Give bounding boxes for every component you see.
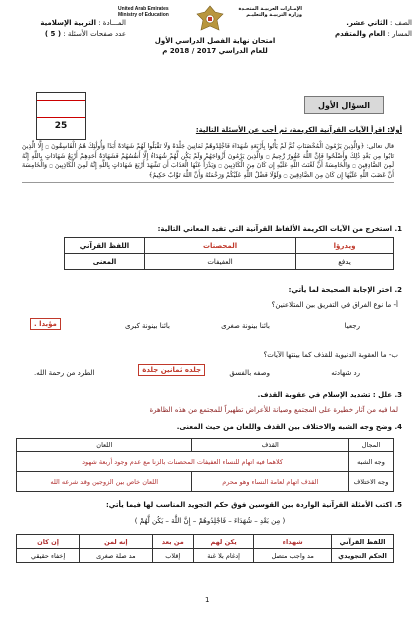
col-head: المجال	[349, 439, 394, 452]
q1-3-text: 3. علل : تشديد الإسلام في عقوبة القذف.	[257, 391, 402, 399]
q1-2-text: 2. اختر الإجابة الصحيحة لما يأتي:	[288, 286, 402, 294]
ministry-name-ar: الإمـارات العربيـة المتحـدة وزارة التربيـة والتعليـم	[238, 6, 302, 18]
word-cell: إنه لمن	[80, 535, 153, 549]
meaning-cell: يدفع	[296, 254, 394, 270]
option: رجعيا	[344, 322, 360, 330]
option: بائنا بينونة كبرى	[124, 322, 170, 330]
option: رد شهادته	[331, 369, 360, 377]
word-cell: من بعد	[152, 535, 193, 549]
selected-option: مؤبدا .	[30, 318, 61, 330]
q1-5-examples: ( مِن بَعْدِ – شُهَدَاءَ – فَاجْلِدُوهُمْ – إِنَّ اللَّهَ – يَكُن لَّهُمْ )	[134, 517, 286, 525]
word-cell: يكن لهم	[193, 535, 253, 549]
row-label: وجه الشبه	[349, 452, 394, 472]
q1-4-table	[16, 438, 394, 492]
header-info-left	[6, 18, 126, 40]
option: الطرد من رحمة الله.	[34, 369, 95, 377]
rule-cell: إدغام بلا غنة	[193, 549, 253, 563]
rule-cell: إقلاب	[152, 549, 193, 563]
q1-3-answer: لما فيه من آثار خطيرة على المجتمع وصيانة للأعراض تطهيراً للمجتمع من هذه الظاهرة	[149, 406, 398, 414]
col-head: اللعان	[17, 439, 192, 452]
answer-cell: المحصنات	[145, 238, 296, 254]
difference-qadhf: القذف اتهام لعامة النساء وهو محرم	[192, 472, 349, 492]
subject-value: التربية الإسلامية	[40, 19, 96, 27]
row-label: وجه الاختلاف	[349, 472, 394, 492]
row-label: اللفظ القرآني	[65, 238, 145, 254]
class-label: الصف :	[390, 19, 412, 27]
track-label: المسار :	[387, 30, 412, 38]
pages-value: ( 5 )	[44, 30, 62, 38]
meaning-cell: العفيفات	[145, 254, 296, 270]
row-label: اللفظ القرآني	[332, 535, 394, 549]
q1-5-table	[16, 534, 394, 563]
word-cell: إن كان	[17, 535, 80, 549]
q1-instruction: أولا: اقرأ الآيات القرآنية الكريمة، ثم أجب عن الأسئلة التالية:	[195, 126, 402, 134]
option: بائنا بينونة صغرى	[221, 322, 270, 330]
row-label: الحكم التجويدي	[332, 549, 394, 563]
rule-cell: مد واجب متصل	[254, 549, 332, 563]
page-number: 1	[205, 596, 210, 604]
q1-5-text: 5. اكتب الأمثلة القرآنية الواردة بين القوسين فوق حكم التجويد المناسب لها فيما يأتي:	[106, 501, 402, 509]
word-cell: شهداء	[254, 535, 332, 549]
option: وصفه بالفسق	[229, 369, 270, 377]
question-1-title: السؤال الأول	[304, 96, 384, 114]
difference-lian: اللعان خاص بين الزوجين وقد شرعه الله	[17, 472, 192, 492]
subject-label: المـــادة :	[98, 19, 126, 27]
pages-label: عدد صفحات الأسئلة :	[63, 30, 126, 38]
class-value: الثاني عشر.	[346, 19, 388, 27]
header-info-right	[292, 18, 412, 40]
answer-cell: ويدرؤا	[296, 238, 394, 254]
q1-2b-question: ب- ما العقوبة الدنيوية للقذف كما بينتها الآيات؟	[263, 351, 398, 359]
selected-option: جلده ثمانين جلدة	[138, 364, 205, 376]
q1-1-text: 1. استخرج من الآيات الكريمة الألفاظ القرآنية التي تفيد المعاني التالية:	[157, 225, 402, 233]
quran-verses: قال تعالى: ﴿وَالَّذِينَ يَرْمُونَ الْمُحْصَنَاتِ ثُمَّ لَمْ يَأْتُوا بِأَرْبَعَةِ شُهَدَاءَ فَاجْلِدُوهُمْ ثَمَانِينَ جَلْدَةً وَلَا تَقْبَلُوا لَهُمْ شَهَادَةً أَبَدًا وَأُولَٰئِكَ هُمُ الْفَاسِقُونَ ۝ إِلَّا الَّذِينَ تَابُوا مِن بَعْدِ ذَٰلِكَ وَأَصْلَحُوا فَإِنَّ اللَّهَ غَفُورٌ رَّحِيمٌ ۝ وَالَّذِينَ يَرْمُونَ أَزْوَاجَهُمْ وَلَمْ يَكُن لَّهُمْ شُهَدَاءُ إِلَّا أَنفُسُهُمْ فَشَهَادَةُ أَحَدِهِمْ أَرْبَعُ شَهَادَاتٍ بِاللَّهِ إِنَّهُ لَمِنَ الصَّادِقِينَ ۝ وَالْخَامِسَةُ أَنَّ لَعْنَتَ اللَّهِ عَلَيْهِ إِن كَانَ مِنَ الْكَاذِبِينَ ۝ وَيَدْرَأُ عَنْهَا الْعَذَابَ أَن تَشْهَدَ أَرْبَعَ شَهَادَاتٍ بِاللَّهِ إِنَّهُ لَمِنَ الْكَاذِبِينَ ۝ وَالْخَامِسَةَ أَنَّ غَضَبَ اللَّهِ عَلَيْهَا إِن كَانَ مِنَ الصَّادِقِينَ ۝ وَلَوْلَا فَضْلُ اللَّهِ عَلَيْكُمْ وَرَحْمَتُهُ وَأَنَّ اللَّهَ تَوَّابٌ حَكِيمٌ﴾	[22, 142, 394, 183]
q1-2a-question: أ- ما نوع الفراق في التفريق بين المتلاعنين؟	[271, 301, 398, 309]
ministry-name-en: United Arab Emirates Ministry of Education	[118, 6, 169, 18]
col-head: القذف	[192, 439, 349, 452]
exam-title: امتحان نهاية الفصل الدراسي الأول للعام الدراسي 2017 / 2018 م	[154, 37, 276, 55]
rule-cell: مد صلة صغرى	[80, 549, 153, 563]
q1-1-table	[64, 237, 394, 270]
similarity-answer: كلاهما فيه اتهام للنساء العفيفات المحصنات بالزنا مع عدم وجود أربعة شهود	[17, 452, 349, 472]
uae-emblem-logo	[195, 4, 225, 36]
row-label: المعنى	[65, 254, 145, 270]
q1-4-text: 4. وضح وجه الشبه والاختلاف بين القذف واللعان من حيث المعنى.	[176, 423, 402, 431]
rule-cell: إخفاء حقيقي	[17, 549, 80, 563]
score-value: 25	[54, 121, 68, 131]
track-value: العام والمتقدم	[334, 30, 386, 38]
